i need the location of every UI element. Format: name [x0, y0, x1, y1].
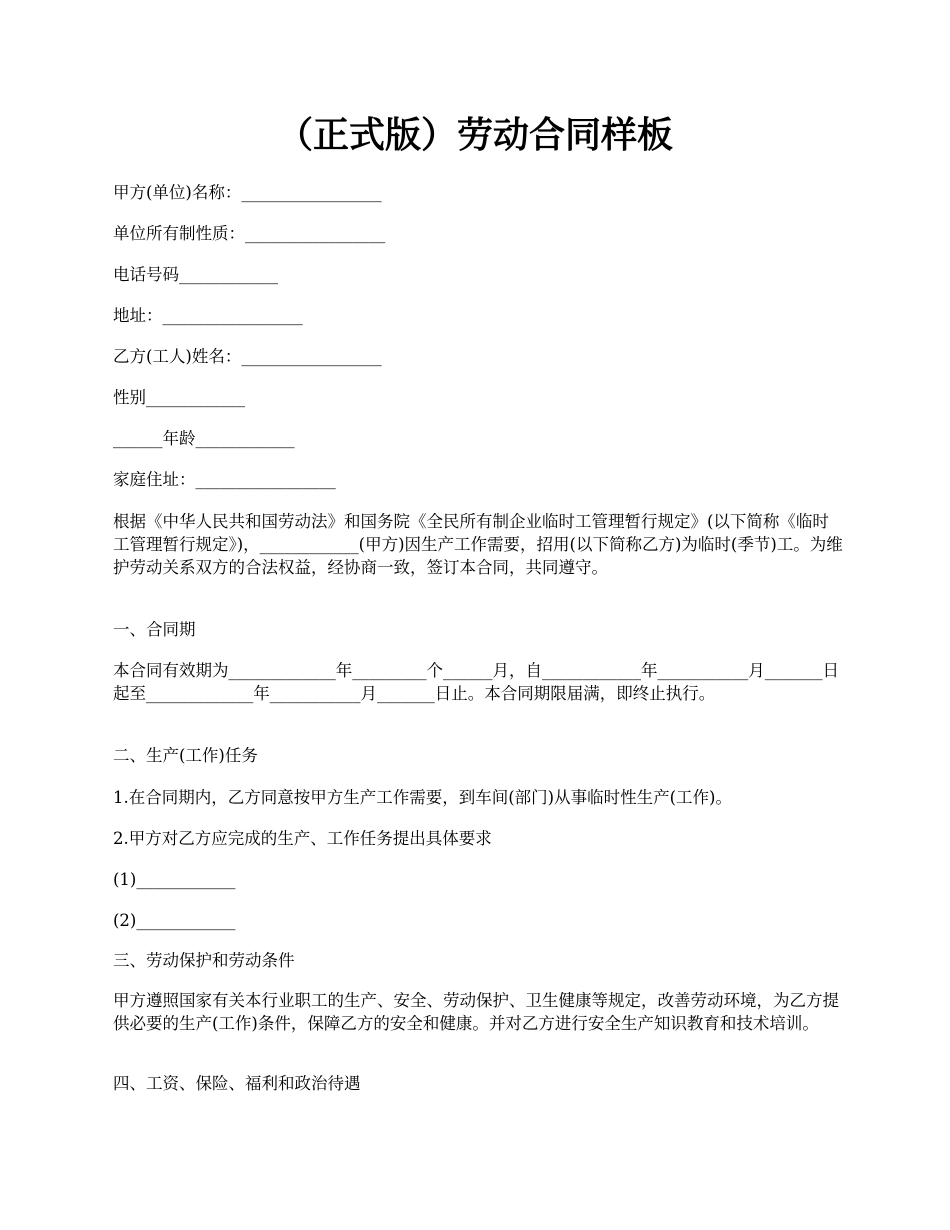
section-heading-wages-benefits: 四、工资、保险、福利和政治待遇: [113, 1074, 361, 1093]
worker-name-field: 乙方(工人)姓名：_________________: [113, 347, 382, 366]
contract-term-paragraph: 本合同有效期为_____________年_________个______月，自____________年___________月_______日起至_____________年___________月_______日止。本合同期限届满，即终止执行。: [113, 661, 839, 703]
employer-name-field: 甲方(单位)名称：_________________: [113, 183, 382, 202]
phone-number-field: 电话号码____________: [113, 265, 278, 284]
home-address-field: 家庭住址：_________________: [113, 470, 336, 489]
section-heading-production-tasks: 二、生产(工作)任务: [113, 746, 258, 765]
document-title: （正式版）劳动合同样板: [276, 115, 673, 156]
gender-field: 性别____________: [113, 388, 245, 407]
address-field: 地址：_________________: [113, 306, 303, 325]
section-heading-labor-protection: 三、劳动保护和劳动条件: [113, 951, 295, 970]
labor-protection-paragraph: 甲方遵照国家有关本行业职工的生产、安全、劳动保护、卫生健康等规定，改善劳动环境，为乙方提供必要的生产(工作)条件，保障乙方的安全和健康。并对乙方进行安全生产知识教育和技术培训。: [113, 991, 839, 1033]
production-task-item-1: 1.在合同期内，乙方同意按甲方生产工作需要，到车间(部门)从事临时性生产(工作)。: [113, 788, 732, 807]
production-task-item-2: 2.甲方对乙方应完成的生产、工作任务提出具体要求: [113, 829, 492, 848]
preamble-paragraph: 根据《中华人民共和国劳动法》和国务院《全民所有制企业临时工管理暂行规定》(以下简称《临时工管理暂行规定》)，____________(甲方)因生产工作需要，招用(以下简称乙方)为临时(季节)工。为维护劳动关系双方的合法权益，经协商一致，签订本合同，共同遵守。: [113, 512, 843, 577]
requirement-blank-1: (1)____________: [113, 870, 236, 889]
ownership-type-field: 单位所有制性质：_________________: [113, 224, 386, 243]
section-heading-contract-term: 一、合同期: [113, 620, 196, 639]
age-field: ______年龄____________: [113, 429, 295, 448]
requirement-blank-2: (2)____________: [113, 911, 236, 930]
